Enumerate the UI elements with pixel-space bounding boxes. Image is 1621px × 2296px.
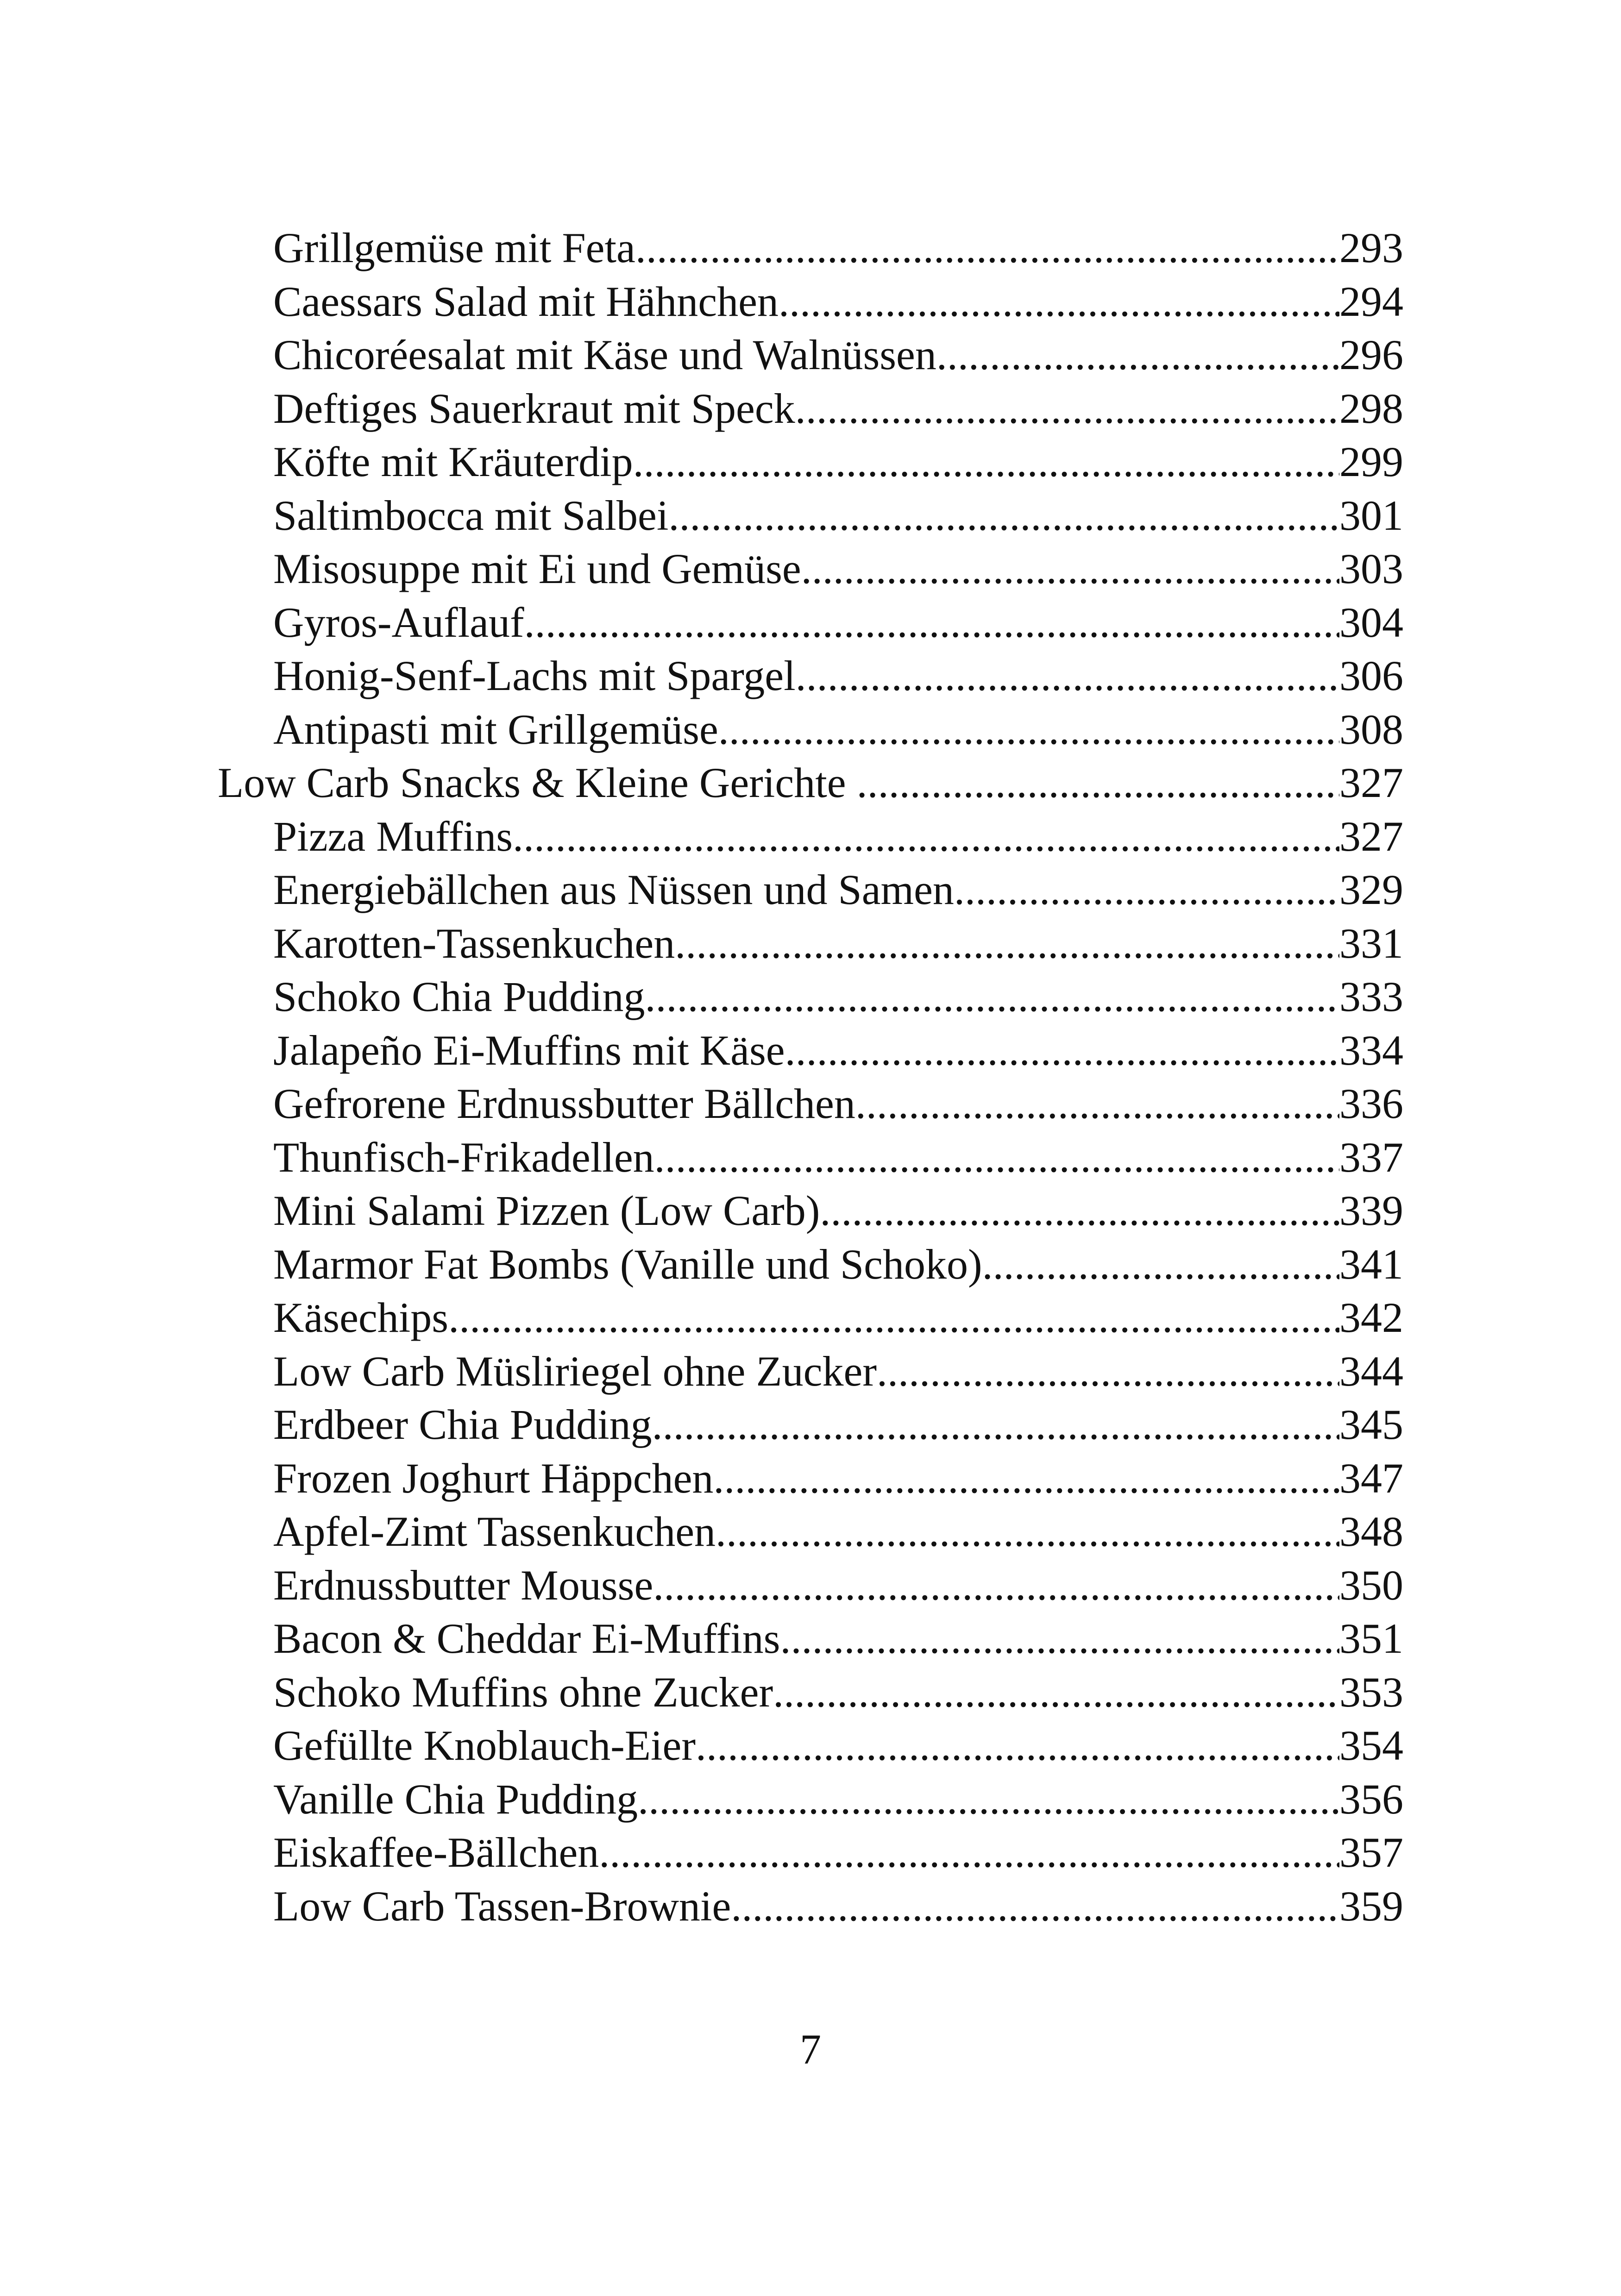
toc-entry-page: 357 bbox=[1339, 1829, 1403, 1876]
toc-entry-title: Käsechips bbox=[273, 1294, 449, 1341]
toc-entry[interactable] bbox=[218, 1452, 1403, 1506]
toc-entry-page: 329 bbox=[1339, 866, 1403, 913]
toc-entry-page: 301 bbox=[1339, 491, 1403, 539]
toc-entry-title: Schoko Chia Pudding bbox=[273, 973, 645, 1020]
toc-dot-leader bbox=[713, 1452, 1339, 1506]
toc-entry-page: 348 bbox=[1339, 1508, 1403, 1555]
table-of-contents bbox=[218, 221, 1403, 1933]
toc-dot-leader bbox=[599, 1826, 1339, 1880]
toc-entry[interactable] bbox=[218, 970, 1403, 1024]
toc-entry-page: 345 bbox=[1339, 1401, 1403, 1448]
toc-entry-title: Pizza Muffins bbox=[273, 812, 513, 860]
toc-entry-page: 294 bbox=[1339, 277, 1403, 325]
toc-entry-page: 359 bbox=[1339, 1882, 1403, 1930]
toc-entry-page: 303 bbox=[1339, 545, 1403, 592]
toc-dot-leader bbox=[801, 542, 1339, 596]
toc-entry[interactable] bbox=[218, 1719, 1403, 1773]
toc-entry[interactable] bbox=[218, 542, 1403, 596]
toc-entry[interactable] bbox=[218, 275, 1403, 329]
toc-entry-title: Antipasti mit Grillgemüse bbox=[273, 705, 718, 753]
toc-entry-title: Saltimbocca mit Salbei bbox=[273, 491, 669, 539]
toc-dot-leader bbox=[936, 328, 1339, 382]
toc-entry[interactable] bbox=[218, 1024, 1403, 1078]
toc-entry[interactable] bbox=[218, 1880, 1403, 1933]
toc-dot-leader bbox=[773, 1666, 1339, 1719]
toc-entry-title: Low Carb Müsliriegel ohne Zucker bbox=[273, 1347, 877, 1395]
toc-dot-leader bbox=[653, 1559, 1339, 1612]
toc-dot-leader bbox=[796, 649, 1339, 703]
toc-dot-leader bbox=[675, 917, 1339, 971]
toc-entry-page: 337 bbox=[1339, 1133, 1403, 1181]
toc-entry-page: 341 bbox=[1339, 1240, 1403, 1288]
toc-entry-page: 308 bbox=[1339, 705, 1403, 753]
toc-entry-title: Gefrorene Erdnussbutter Bällchen bbox=[273, 1080, 855, 1127]
toc-dot-leader bbox=[668, 489, 1339, 543]
toc-dot-leader bbox=[779, 275, 1339, 329]
toc-entry-page: 306 bbox=[1339, 652, 1403, 699]
toc-dot-leader bbox=[524, 596, 1339, 650]
toc-chapter-entry[interactable] bbox=[218, 756, 1403, 810]
toc-entry-page: 353 bbox=[1339, 1668, 1403, 1716]
toc-entry-page: 331 bbox=[1339, 919, 1403, 967]
toc-entry-title: Honig-Senf-Lachs mit Spargel bbox=[273, 652, 796, 699]
toc-entry[interactable] bbox=[218, 1291, 1403, 1345]
toc-dot-leader bbox=[635, 221, 1339, 275]
toc-entry[interactable] bbox=[218, 1773, 1403, 1826]
toc-dot-leader bbox=[780, 1612, 1339, 1666]
toc-entry-title: Schoko Muffins ohne Zucker bbox=[273, 1668, 773, 1716]
toc-dot-leader bbox=[716, 1505, 1339, 1559]
toc-dot-leader bbox=[982, 1238, 1339, 1292]
toc-entry-page: 298 bbox=[1339, 384, 1403, 432]
toc-dot-leader bbox=[513, 810, 1339, 864]
toc-entry-page: 356 bbox=[1339, 1775, 1403, 1823]
toc-dot-leader bbox=[654, 1131, 1339, 1185]
toc-entry-page: 351 bbox=[1339, 1615, 1403, 1662]
toc-entry-title: Misosuppe mit Ei und Gemüse bbox=[273, 545, 801, 592]
toc-entry-title: Gefüllte Knoblauch-Eier bbox=[273, 1722, 696, 1769]
toc-entry[interactable] bbox=[218, 703, 1403, 757]
toc-entry[interactable] bbox=[218, 1612, 1403, 1666]
toc-entry[interactable] bbox=[218, 917, 1403, 971]
toc-dot-leader bbox=[795, 382, 1339, 436]
toc-entry-page: 334 bbox=[1339, 1026, 1403, 1074]
toc-entry-page: 350 bbox=[1339, 1561, 1403, 1609]
toc-entry-title: Grillgemüse mit Feta bbox=[273, 224, 635, 271]
toc-entry-title: Erdbeer Chia Pudding bbox=[273, 1401, 652, 1448]
toc-dot-leader bbox=[448, 1291, 1339, 1345]
toc-entry[interactable] bbox=[218, 1505, 1403, 1559]
toc-entry-title: Bacon & Cheddar Ei-Muffins bbox=[273, 1615, 780, 1662]
toc-dot-leader bbox=[855, 1077, 1339, 1131]
toc-entry-title: Vanille Chia Pudding bbox=[273, 1775, 638, 1823]
toc-dot-leader bbox=[696, 1719, 1339, 1773]
toc-dot-leader bbox=[645, 970, 1339, 1024]
toc-entry-title: Frozen Joghurt Häppchen bbox=[273, 1454, 714, 1502]
toc-entry[interactable] bbox=[218, 1238, 1403, 1292]
toc-dot-leader bbox=[718, 703, 1339, 757]
toc-dot-leader bbox=[954, 863, 1339, 917]
toc-entry[interactable] bbox=[218, 382, 1403, 436]
toc-entry-page: 336 bbox=[1339, 1080, 1403, 1127]
toc-entry-title: Deftiges Sauerkraut mit Speck bbox=[273, 384, 795, 432]
toc-entry-page: 296 bbox=[1339, 331, 1403, 378]
toc-entry-title: Thunfisch-Frikadellen bbox=[273, 1133, 654, 1181]
toc-entry-title: Mini Salami Pizzen (Low Carb) bbox=[273, 1187, 820, 1234]
toc-entry-title: Jalapeño Ei-Muffins mit Käse bbox=[273, 1026, 785, 1074]
toc-entry[interactable] bbox=[218, 435, 1403, 489]
toc-entry[interactable] bbox=[218, 221, 1403, 275]
toc-dot-leader bbox=[638, 1773, 1339, 1826]
toc-dot-leader bbox=[652, 1398, 1339, 1452]
toc-entry[interactable] bbox=[218, 1559, 1403, 1612]
toc-entry-title: Chicoréesalat mit Käse und Walnüssen bbox=[273, 331, 936, 378]
toc-entry[interactable] bbox=[218, 328, 1403, 382]
toc-dot-leader bbox=[633, 435, 1339, 489]
page-number: 7 bbox=[800, 2026, 821, 2073]
toc-entry-page: 354 bbox=[1339, 1722, 1403, 1769]
toc-entry[interactable] bbox=[218, 1345, 1403, 1399]
toc-entry-page: 293 bbox=[1339, 224, 1403, 271]
toc-entry-title: Erdnussbutter Mousse bbox=[273, 1561, 653, 1609]
toc-entry-page: 304 bbox=[1339, 598, 1403, 646]
toc-entry-page: 333 bbox=[1339, 973, 1403, 1020]
toc-entry-title: Caessars Salad mit Hähnchen bbox=[273, 277, 779, 325]
toc-entry[interactable] bbox=[218, 596, 1403, 650]
toc-entry-title: Marmor Fat Bombs (Vanille und Schoko) bbox=[273, 1240, 982, 1288]
toc-entry-title: Gyros-Auflauf bbox=[273, 598, 524, 646]
toc-entry-title: Low Carb Tassen-Brownie bbox=[273, 1882, 731, 1930]
toc-entry[interactable] bbox=[218, 649, 1403, 703]
toc-entry[interactable] bbox=[218, 1077, 1403, 1131]
toc-entry-page: 327 bbox=[1339, 812, 1403, 860]
toc-entry[interactable] bbox=[218, 1131, 1403, 1185]
toc-entry[interactable] bbox=[218, 810, 1403, 864]
toc-entry[interactable] bbox=[218, 1398, 1403, 1452]
toc-entry-title: Energiebällchen aus Nüssen und Samen bbox=[273, 866, 954, 913]
toc-dot-leader bbox=[877, 1345, 1339, 1399]
toc-entry[interactable] bbox=[218, 489, 1403, 543]
toc-dot-leader bbox=[857, 756, 1339, 810]
toc-entry-page: 344 bbox=[1339, 1347, 1403, 1395]
toc-entry[interactable] bbox=[218, 1826, 1403, 1880]
toc-entry-page: 347 bbox=[1339, 1454, 1403, 1502]
toc-entry-page: 327 bbox=[1339, 759, 1403, 806]
toc-entry-title: Köfte mit Kräuterdip bbox=[273, 438, 633, 485]
toc-entry-page: 339 bbox=[1339, 1187, 1403, 1234]
toc-entry-title: Apfel-Zimt Tassenkuchen bbox=[273, 1508, 716, 1555]
toc-entry[interactable] bbox=[218, 863, 1403, 917]
toc-entry[interactable] bbox=[218, 1184, 1403, 1238]
toc-entry-page: 299 bbox=[1339, 438, 1403, 485]
toc-entry-page: 342 bbox=[1339, 1294, 1403, 1341]
toc-entry-title: Karotten-Tassenkuchen bbox=[273, 919, 675, 967]
toc-chapter-title: Low Carb Snacks & Kleine Gerichte bbox=[218, 759, 857, 806]
toc-dot-leader bbox=[820, 1184, 1339, 1238]
toc-entry[interactable] bbox=[218, 1666, 1403, 1719]
toc-dot-leader bbox=[731, 1880, 1339, 1933]
toc-dot-leader bbox=[785, 1024, 1339, 1078]
toc-entry-title: Eiskaffee-Bällchen bbox=[273, 1829, 599, 1876]
